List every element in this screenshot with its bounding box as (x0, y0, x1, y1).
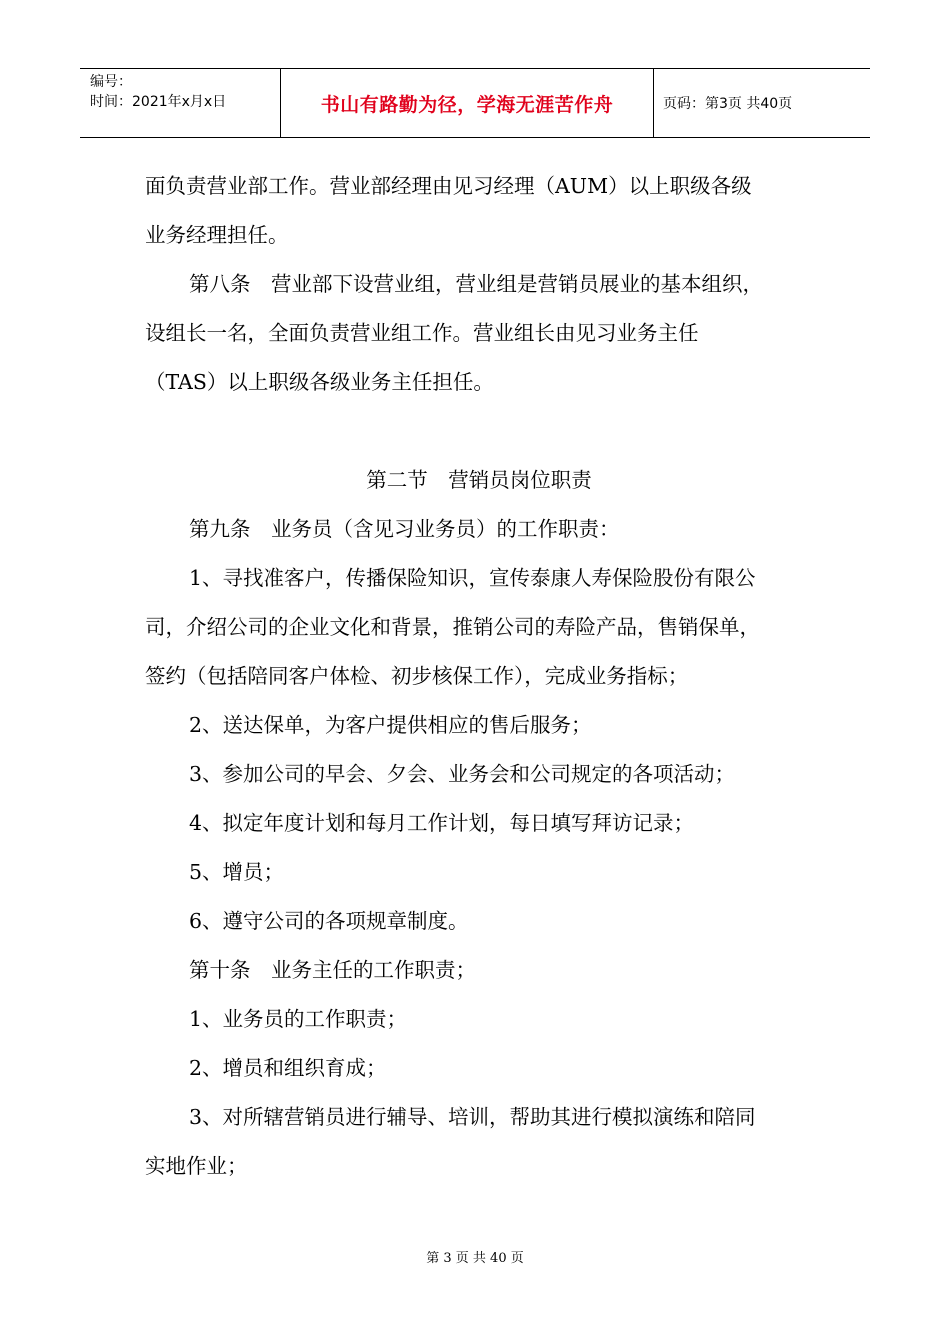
body-line: 司，介绍公司的企业文化和背景，推销公司的寿险产品，售销保单， (145, 615, 760, 639)
list-item: 3、参加公司的早会、夕会、业务会和公司规定的各项活动； (189, 762, 736, 786)
header-meta (80, 69, 281, 137)
document-time-label: 时间：2021年x月x日 (90, 94, 227, 110)
header-page-number: 页码：第3页 共40页 (663, 96, 793, 112)
body-line: 业务经理担任。 (145, 223, 289, 247)
list-item: 2、送达保单，为客户提供相应的售后服务； (189, 713, 592, 737)
body-line: （TAS）以上职级各级业务主任担任。 (145, 370, 494, 394)
list-item: 1、寻找准客户，传播保险知识，宣传泰康人寿保险股份有限公 (189, 566, 756, 590)
body-line: 设组长一名，全面负责营业组工作。营业组长由见习业务主任 (145, 321, 699, 345)
article-8: 第八条 营业部下设营业组，营业组是营销员展业的基本组织， (189, 272, 763, 296)
header-motto: 书山有路勤为径，学海无涯苦作舟 (281, 69, 654, 137)
body-line: 实地作业； (145, 1154, 248, 1178)
body-line: 面负责营业部工作。营业部经理由见习经理（AUM）以上职级各级 (145, 174, 752, 198)
article-10: 第十条 业务主任的工作职责； (189, 958, 476, 982)
section-heading: 第二节 营销员岗位职责 (366, 468, 592, 492)
list-item: 4、拟定年度计划和每月工作计划，每日填写拜访记录； (189, 811, 695, 835)
document-number-label: 编号： (90, 74, 132, 90)
list-item: 1、业务员的工作职责； (189, 1007, 408, 1031)
list-item: 3、对所辖营销员进行辅导、培训，帮助其进行模拟演练和陪同 (189, 1105, 756, 1129)
page-header (80, 68, 870, 138)
body-line: 签约（包括陪同客户体检、初步核保工作），完成业务指标； (145, 664, 689, 688)
list-item: 2、增员和组织育成； (189, 1056, 387, 1080)
list-item: 5、增员； (189, 860, 285, 884)
article-9: 第九条 业务员（含见习业务员）的工作职责： (189, 517, 620, 541)
page-footer: 第 3 页 共 40 页 (426, 1251, 524, 1266)
document-body (145, 162, 813, 1191)
list-item: 6、遵守公司的各项规章制度。 (189, 909, 469, 933)
